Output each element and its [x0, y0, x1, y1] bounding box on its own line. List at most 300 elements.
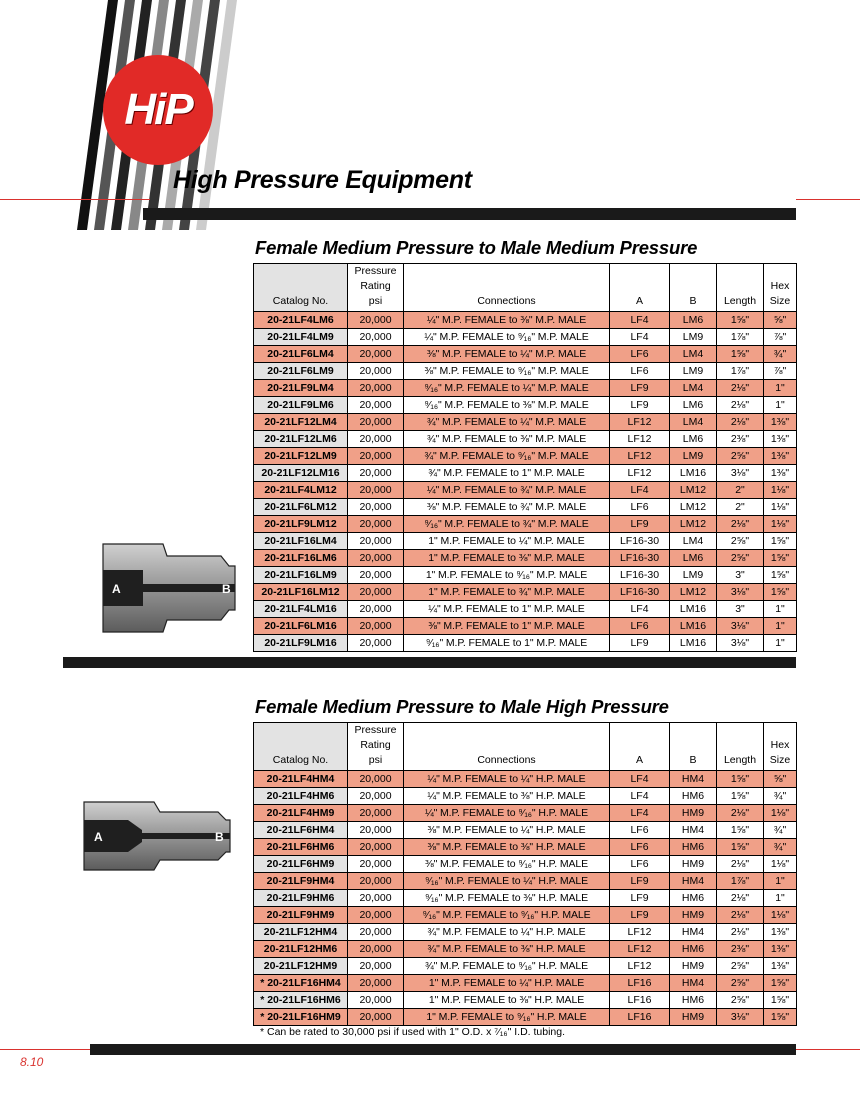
cell-psi: 20,000	[348, 584, 404, 601]
header-red-rule-left	[0, 199, 150, 200]
cell-len: 2⅛"	[717, 856, 764, 873]
cell-psi: 20,000	[348, 329, 404, 346]
cell-hex: 1⅜"	[764, 431, 797, 448]
table-row	[254, 533, 797, 550]
cell-a: LF4	[610, 601, 670, 618]
col-header-catalog: Catalog No.	[254, 723, 348, 771]
cell-a: LF6	[610, 499, 670, 516]
footer-red-rule-left	[0, 1049, 90, 1050]
diagram1-label-a: A	[112, 582, 121, 596]
cell-cat: 20-21LF4HM9	[254, 805, 348, 822]
cell-len: 2⅝"	[717, 958, 764, 975]
table-row	[254, 907, 797, 924]
cell-hex: ⅝"	[764, 312, 797, 329]
hip-logo	[103, 55, 213, 165]
footer-black-bar	[90, 1044, 796, 1055]
cell-a: LF16-30	[610, 567, 670, 584]
cell-cat: 20-21LF9LM16	[254, 635, 348, 652]
cell-a: LF16	[610, 992, 670, 1009]
cell-b: LM6	[670, 397, 717, 414]
cell-len: 1⅝"	[717, 839, 764, 856]
cell-a: LF16-30	[610, 550, 670, 567]
cell-cat: 20-21LF12LM4	[254, 414, 348, 431]
cell-b: LM16	[670, 618, 717, 635]
cell-len: 1⅝"	[717, 822, 764, 839]
cell-b: LM6	[670, 312, 717, 329]
cell-b: HM4	[670, 771, 717, 788]
cell-hex: 1⅛"	[764, 482, 797, 499]
cell-psi: 20,000	[348, 550, 404, 567]
cell-cat: 20-21LF9HM9	[254, 907, 348, 924]
cell-hex: 1"	[764, 618, 797, 635]
fitting-diagram-1	[95, 540, 245, 636]
section1-bottom-bar	[63, 657, 796, 668]
table-row	[254, 975, 797, 992]
table-row	[254, 618, 797, 635]
cell-a: LF9	[610, 873, 670, 890]
table-row	[254, 550, 797, 567]
col-header-pressure: Pressure Rating psi	[348, 264, 404, 312]
table-row	[254, 465, 797, 482]
table-row	[254, 1009, 797, 1026]
cell-cat: 20-21LF4LM9	[254, 329, 348, 346]
header-black-bar	[143, 208, 796, 220]
cell-conn: 1" M.P. FEMALE to ⁹⁄₁₆" M.P. MALE	[404, 567, 610, 584]
cell-b: HM6	[670, 890, 717, 907]
cell-conn: ⁹⁄₁₆" M.P. FEMALE to ¼" H.P. MALE	[404, 873, 610, 890]
cell-conn: 1" M.P. FEMALE to ¼" M.P. MALE	[404, 533, 610, 550]
cell-conn: ⁹⁄₁₆" M.P. FEMALE to ⅜" H.P. MALE	[404, 890, 610, 907]
cell-cat: 20-21LF4LM12	[254, 482, 348, 499]
cell-a: LF9	[610, 635, 670, 652]
cell-hex: 1⅜"	[764, 941, 797, 958]
cell-hex: 1"	[764, 873, 797, 890]
cell-a: LF4	[610, 329, 670, 346]
cell-psi: 20,000	[348, 346, 404, 363]
cell-conn: ¾" M.P. FEMALE to ⅜" M.P. MALE	[404, 431, 610, 448]
table-row	[254, 567, 797, 584]
cell-psi: 20,000	[348, 992, 404, 1009]
cell-len: 1⅝"	[717, 312, 764, 329]
table-row	[254, 856, 797, 873]
cell-cat: 20-21LF16LM4	[254, 533, 348, 550]
cell-hex: 1⅜"	[764, 924, 797, 941]
cell-a: LF16-30	[610, 533, 670, 550]
cell-cat: 20-21LF4HM4	[254, 771, 348, 788]
cell-b: HM9	[670, 856, 717, 873]
cell-conn: ¼" M.P. FEMALE to ⁹⁄₁₆" M.P. MALE	[404, 329, 610, 346]
cell-b: HM4	[670, 924, 717, 941]
cell-a: LF6	[610, 822, 670, 839]
fitting-bore	[103, 570, 143, 606]
cell-hex: 1⅝"	[764, 533, 797, 550]
table-row	[254, 584, 797, 601]
cell-cat: 20-21LF16LM12	[254, 584, 348, 601]
cell-conn: ⅜" M.P. FEMALE to ¾" M.P. MALE	[404, 499, 610, 516]
cell-conn: ¾" M.P. FEMALE to ⁹⁄₁₆" M.P. MALE	[404, 448, 610, 465]
cell-conn: ¼" M.P. FEMALE to ⅜" M.P. MALE	[404, 312, 610, 329]
table-row	[254, 380, 797, 397]
cell-hex: ¾"	[764, 839, 797, 856]
cell-a: LF9	[610, 397, 670, 414]
cell-hex: ¾"	[764, 822, 797, 839]
cell-conn: ⅜" M.P. FEMALE to ¼" M.P. MALE	[404, 346, 610, 363]
cell-conn: 1" M.P. FEMALE to ⁹⁄₁₆" H.P. MALE	[404, 1009, 610, 1026]
cell-conn: ¾" M.P. FEMALE to ⁹⁄₁₆" H.P. MALE	[404, 958, 610, 975]
header-red-rule-right	[796, 199, 860, 200]
cell-len: 1⅞"	[717, 363, 764, 380]
cell-psi: 20,000	[348, 618, 404, 635]
cell-len: 2⅛"	[717, 890, 764, 907]
cell-b: HM6	[670, 839, 717, 856]
cell-conn: ⁹⁄₁₆" M.P. FEMALE to ⁹⁄₁₆" H.P. MALE	[404, 907, 610, 924]
cell-psi: 20,000	[348, 890, 404, 907]
cell-hex: ⅞"	[764, 329, 797, 346]
cell-psi: 20,000	[348, 958, 404, 975]
cell-b: LM9	[670, 448, 717, 465]
stripe-mask	[0, 230, 260, 1113]
cell-b: LM9	[670, 363, 717, 380]
table-row	[254, 788, 797, 805]
col-header-b: B	[670, 723, 717, 771]
cell-len: 1⅝"	[717, 346, 764, 363]
cell-cat: 20-21LF12LM9	[254, 448, 348, 465]
cell-b: LM16	[670, 601, 717, 618]
cell-b: HM9	[670, 907, 717, 924]
cell-hex: 1"	[764, 890, 797, 907]
table-row	[254, 516, 797, 533]
cell-b: HM9	[670, 958, 717, 975]
fitting-bore	[84, 820, 142, 852]
cell-hex: 1⅝"	[764, 1009, 797, 1026]
col-header-a: A	[610, 723, 670, 771]
cell-conn: 1" M.P. FEMALE to ⅜" M.P. MALE	[404, 550, 610, 567]
table-row	[254, 414, 797, 431]
cell-hex: 1⅝"	[764, 567, 797, 584]
cell-a: LF4	[610, 771, 670, 788]
cell-psi: 20,000	[348, 414, 404, 431]
cell-hex: 1⅛"	[764, 516, 797, 533]
cell-psi: 20,000	[348, 839, 404, 856]
cell-len: 3⅛"	[717, 584, 764, 601]
cell-conn: ⁹⁄₁₆" M.P. FEMALE to ⅜" M.P. MALE	[404, 397, 610, 414]
cell-a: LF12	[610, 924, 670, 941]
cell-len: 2⅛"	[717, 924, 764, 941]
cell-cat: 20-21LF12HM9	[254, 958, 348, 975]
cell-b: LM6	[670, 550, 717, 567]
cell-conn: ¼" M.P. FEMALE to ⅜" H.P. MALE	[404, 788, 610, 805]
diagram2-label-a: A	[94, 830, 103, 844]
cell-psi: 20,000	[348, 805, 404, 822]
cell-psi: 20,000	[348, 482, 404, 499]
cell-hex: 1⅛"	[764, 499, 797, 516]
cell-b: LM4	[670, 533, 717, 550]
cell-len: 2"	[717, 499, 764, 516]
cell-conn: ¾" M.P. FEMALE to ⅜" H.P. MALE	[404, 941, 610, 958]
cell-a: LF6	[610, 618, 670, 635]
cell-b: HM9	[670, 1009, 717, 1026]
cell-len: 2⅝"	[717, 975, 764, 992]
cell-hex: 1⅜"	[764, 448, 797, 465]
cell-a: LF6	[610, 363, 670, 380]
cell-psi: 20,000	[348, 771, 404, 788]
col-header-length: Length	[717, 723, 764, 771]
cell-psi: 20,000	[348, 397, 404, 414]
cell-psi: 20,000	[348, 924, 404, 941]
table-row	[254, 771, 797, 788]
table-row	[254, 482, 797, 499]
cell-conn: ⅜" M.P. FEMALE to ⁹⁄₁₆" M.P. MALE	[404, 363, 610, 380]
cell-cat: 20-21LF9LM12	[254, 516, 348, 533]
cell-psi: 20,000	[348, 363, 404, 380]
cell-a: LF6	[610, 346, 670, 363]
cell-cat: 20-21LF12LM6	[254, 431, 348, 448]
col-header-connections: Connections	[404, 264, 610, 312]
cell-cat: 20-21LF4HM6	[254, 788, 348, 805]
cell-cat: 20-21LF12HM4	[254, 924, 348, 941]
diagram1-label-b: B	[222, 582, 231, 596]
cell-psi: 20,000	[348, 431, 404, 448]
cell-cat: 20-21LF6LM12	[254, 499, 348, 516]
cell-psi: 20,000	[348, 975, 404, 992]
cell-a: LF12	[610, 958, 670, 975]
cell-b: HM4	[670, 873, 717, 890]
col-header-pressure: Pressure Rating psi	[348, 723, 404, 771]
table-row	[254, 873, 797, 890]
cell-a: LF4	[610, 482, 670, 499]
col-header-length: Length	[717, 264, 764, 312]
cell-conn: ⁹⁄₁₆" M.P. FEMALE to ¼" M.P. MALE	[404, 380, 610, 397]
cell-conn: ¼" M.P. FEMALE to ⁹⁄₁₆" H.P. MALE	[404, 805, 610, 822]
cell-b: HM6	[670, 788, 717, 805]
table-row	[254, 822, 797, 839]
cell-psi: 20,000	[348, 822, 404, 839]
cell-a: LF9	[610, 907, 670, 924]
table-row	[254, 448, 797, 465]
cell-hex: ¾"	[764, 346, 797, 363]
cell-a: LF12	[610, 448, 670, 465]
cell-len: 2⅝"	[717, 550, 764, 567]
cell-conn: ⅜" M.P. FEMALE to ⁹⁄₁₆" H.P. MALE	[404, 856, 610, 873]
logo-text: HiP	[124, 85, 192, 134]
cell-a: LF16-30	[610, 584, 670, 601]
table-row	[254, 992, 797, 1009]
section2-title: Female Medium Pressure to Male High Pressure	[255, 696, 669, 717]
table-row	[254, 397, 797, 414]
cell-a: LF9	[610, 516, 670, 533]
col-header-hex: Hex Size	[764, 723, 797, 771]
cell-a: LF16	[610, 975, 670, 992]
cell-a: LF9	[610, 380, 670, 397]
table-row	[254, 312, 797, 329]
table-row	[254, 958, 797, 975]
cell-hex: 1⅛"	[764, 856, 797, 873]
cell-cat: 20-21LF6HM9	[254, 856, 348, 873]
table-row	[254, 431, 797, 448]
cell-psi: 20,000	[348, 448, 404, 465]
cell-b: HM6	[670, 941, 717, 958]
table-row	[254, 363, 797, 380]
cell-psi: 20,000	[348, 635, 404, 652]
footnote: * Can be rated to 30,000 psi if used with 1" O.D. x ⁷⁄₁₆" I.D. tubing.	[260, 1026, 566, 1038]
cell-hex: ⅞"	[764, 363, 797, 380]
cell-a: LF9	[610, 890, 670, 907]
cell-conn: ¾" M.P. FEMALE to ¼" M.P. MALE	[404, 414, 610, 431]
cell-len: 2⅜"	[717, 431, 764, 448]
cell-a: LF16	[610, 1009, 670, 1026]
cell-len: 2"	[717, 482, 764, 499]
cell-b: HM4	[670, 822, 717, 839]
cell-b: LM16	[670, 635, 717, 652]
col-header-catalog: Catalog No.	[254, 264, 348, 312]
cell-len: 3⅛"	[717, 635, 764, 652]
diagram2-label-b: B	[215, 830, 224, 844]
col-header-connections: Connections	[404, 723, 610, 771]
cell-cat: 20-21LF9LM4	[254, 380, 348, 397]
cell-conn: ¾" M.P. FEMALE to 1" M.P. MALE	[404, 465, 610, 482]
cell-b: LM12	[670, 584, 717, 601]
cell-hex: 1⅝"	[764, 975, 797, 992]
cell-conn: ⅜" M.P. FEMALE to 1" M.P. MALE	[404, 618, 610, 635]
cell-len: 2⅛"	[717, 516, 764, 533]
cell-b: LM4	[670, 380, 717, 397]
cell-a: LF4	[610, 788, 670, 805]
cell-hex: 1"	[764, 601, 797, 618]
cell-conn: 1" M.P. FEMALE to ⅜" H.P. MALE	[404, 992, 610, 1009]
cell-conn: ¼" M.P. FEMALE to ¼" H.P. MALE	[404, 771, 610, 788]
table-row	[254, 329, 797, 346]
section1-rows	[254, 312, 797, 652]
cell-b: LM9	[670, 567, 717, 584]
cell-conn: ¾" M.P. FEMALE to ¼" H.P. MALE	[404, 924, 610, 941]
cell-psi: 20,000	[348, 567, 404, 584]
cell-b: LM12	[670, 516, 717, 533]
cell-hex: ⅝"	[764, 771, 797, 788]
cell-a: LF4	[610, 312, 670, 329]
cell-cat: 20-21LF16LM6	[254, 550, 348, 567]
cell-cat: 20-21LF12LM16	[254, 465, 348, 482]
cell-cat: 20-21LF6LM4	[254, 346, 348, 363]
cell-len: 2⅛"	[717, 380, 764, 397]
cell-psi: 20,000	[348, 788, 404, 805]
cell-a: LF6	[610, 839, 670, 856]
cell-psi: 20,000	[348, 312, 404, 329]
cell-psi: 20,000	[348, 533, 404, 550]
cell-conn: ⅜" M.P. FEMALE to ⅜" H.P. MALE	[404, 839, 610, 856]
col-header-b: B	[670, 264, 717, 312]
cell-psi: 20,000	[348, 941, 404, 958]
cell-a: LF12	[610, 431, 670, 448]
table-row	[254, 839, 797, 856]
cell-hex: 1"	[764, 397, 797, 414]
table-row	[254, 805, 797, 822]
cell-cat: 20-21LF12HM6	[254, 941, 348, 958]
cell-len: 3"	[717, 567, 764, 584]
cell-len: 2⅜"	[717, 941, 764, 958]
cell-len: 3⅛"	[717, 465, 764, 482]
cell-cat: 20-21LF9HM4	[254, 873, 348, 890]
cell-a: LF12	[610, 414, 670, 431]
cell-b: LM12	[670, 482, 717, 499]
cell-cat: * 20-21LF16HM9	[254, 1009, 348, 1026]
cell-hex: 1⅝"	[764, 584, 797, 601]
cell-cat: 20-21LF4LM6	[254, 312, 348, 329]
cell-conn: 1" M.P. FEMALE to ¾" M.P. MALE	[404, 584, 610, 601]
cell-len: 2⅛"	[717, 414, 764, 431]
cell-conn: ⁹⁄₁₆" M.P. FEMALE to ¾" M.P. MALE	[404, 516, 610, 533]
cell-len: 1⅝"	[717, 788, 764, 805]
cell-hex: 1⅜"	[764, 414, 797, 431]
cell-psi: 20,000	[348, 499, 404, 516]
cell-len: 1⅝"	[717, 771, 764, 788]
cell-a: LF6	[610, 856, 670, 873]
cell-hex: 1⅜"	[764, 465, 797, 482]
cell-len: 1⅞"	[717, 873, 764, 890]
cell-len: 3"	[717, 601, 764, 618]
cell-b: LM4	[670, 414, 717, 431]
cell-b: LM4	[670, 346, 717, 363]
cell-hex: 1⅛"	[764, 805, 797, 822]
col-header-a: A	[610, 264, 670, 312]
cell-len: 2⅝"	[717, 992, 764, 1009]
page-number: 8.10	[20, 1055, 44, 1069]
cell-cat: 20-21LF9LM6	[254, 397, 348, 414]
table-row	[254, 941, 797, 958]
cell-b: HM4	[670, 975, 717, 992]
cell-len: 2⅝"	[717, 533, 764, 550]
cell-cat: * 20-21LF16HM4	[254, 975, 348, 992]
cell-len: 2⅛"	[717, 805, 764, 822]
footer-red-rule-right	[796, 1049, 860, 1050]
cell-psi: 20,000	[348, 516, 404, 533]
cell-cat: 20-21LF16LM9	[254, 567, 348, 584]
cell-cat: 20-21LF6HM4	[254, 822, 348, 839]
table-row	[254, 635, 797, 652]
cell-len: 2⅛"	[717, 397, 764, 414]
cell-conn: 1" M.P. FEMALE to ¼" H.P. MALE	[404, 975, 610, 992]
cell-psi: 20,000	[348, 601, 404, 618]
cell-hex: 1⅛"	[764, 907, 797, 924]
table-row	[254, 499, 797, 516]
cell-psi: 20,000	[348, 465, 404, 482]
table-row	[254, 601, 797, 618]
cell-b: HM6	[670, 992, 717, 1009]
cell-a: LF12	[610, 941, 670, 958]
cell-hex: 1⅜"	[764, 958, 797, 975]
table-row	[254, 924, 797, 941]
cell-conn: ⁹⁄₁₆" M.P. FEMALE to 1" M.P. MALE	[404, 635, 610, 652]
cell-len: 1⅞"	[717, 329, 764, 346]
cell-conn: ¼" M.P. FEMALE to 1" M.P. MALE	[404, 601, 610, 618]
cell-a: LF12	[610, 465, 670, 482]
cell-psi: 20,000	[348, 873, 404, 890]
cell-len: 2⅛"	[717, 907, 764, 924]
cell-len: 2⅝"	[717, 448, 764, 465]
cell-hex: 1"	[764, 635, 797, 652]
cell-psi: 20,000	[348, 907, 404, 924]
cell-cat: 20-21LF6LM16	[254, 618, 348, 635]
cell-psi: 20,000	[348, 380, 404, 397]
cell-hex: 1⅝"	[764, 550, 797, 567]
cell-conn: ¼" M.P. FEMALE to ¾" M.P. MALE	[404, 482, 610, 499]
cell-b: LM12	[670, 499, 717, 516]
cell-cat: * 20-21LF16HM6	[254, 992, 348, 1009]
cell-hex: 1⅝"	[764, 992, 797, 1009]
page-title: High Pressure Equipment	[173, 166, 472, 194]
cell-a: LF4	[610, 805, 670, 822]
cell-len: 3⅛"	[717, 1009, 764, 1026]
section2-table	[253, 722, 797, 1026]
